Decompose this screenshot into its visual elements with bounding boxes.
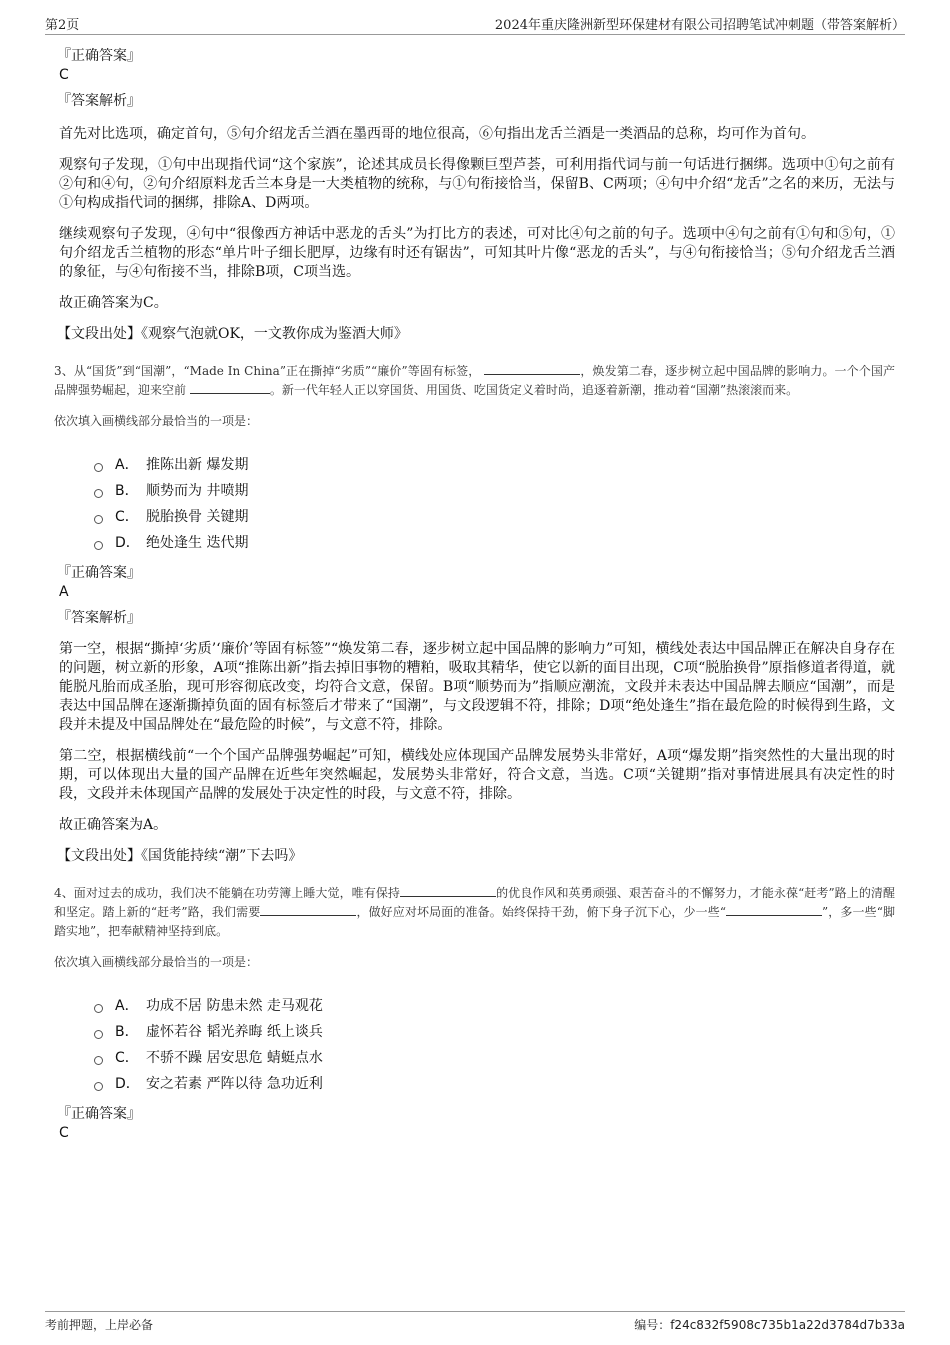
q3-prompt: 依次填入画横线部分最恰当的一项是： [54,414,259,428]
q4-option-c[interactable] [94,1045,895,1071]
fill-blank [726,903,822,916]
option-letter: A． [115,457,139,473]
q3-analysis-paragraph: 第一空，根据“撕掉‘劣质’‘廉价’等固有标签”“焕发第二春，逐步树立起中国品牌的影响力”可知，横线处表达中国品牌正在解决自身存在的问题，树立新的形象，A项“推陈出新”指去掉旧事物的糟粕，吸取其精华，使它以新的面目出现，C项“脱胎换骨”原指修道者得道，就能脱凡胎而成圣胎，现可形容彻底改变，均符合文意，保留。B项“顺势而为”指顺应潮流，文段并未表达中国品牌去顺应“国潮”，而是表达中国品牌在逐渐撕掉负面的固有标签后才带来了“国潮”，与文段逻辑不符，排除；D项“绝处逢生”指在最危险的时候得到生路，文段并未提及中国品牌处在“最危险的时候”，与文意不符，排除。 [59,641,895,733]
option-letter: D． [115,1076,140,1092]
option-letter: B． [115,483,139,499]
q4-text-part: 4、面对过去的成功，我们决不能躺在功劳簿上睡大觉，唯有保持 [54,886,400,900]
q4-text-part: ”，多一些“脚踏实地”，把奉献精神坚持到底。 [54,905,895,938]
source-prefix: 【文段出处】 [57,326,141,342]
analysis-label: 『答案解析』 [57,93,141,109]
code-label: 编号： [634,1318,671,1332]
page-header [45,14,905,35]
q2-analysis-paragraph: 继续观察句子发现，④句中“很像西方神话中恶龙的舌头”为打比方的表述，可对比④句之前的句子。选项中④句之前有①句和⑤句，①句介绍龙舌兰植物的形态“单片叶子细长肥厚，边缘有时还有锯齿”，可知其叶片像“恶龙的舌头”，与④句衔接恰当；⑤句介绍龙舌兰酒的象征，与④句衔接不当，排除B项，C项当选。 [59,226,895,280]
q2-section [57,47,895,344]
q3-option-d[interactable] [94,530,895,556]
option-text: 不骄不躁 居安思危 蜻蜓点水 [146,1050,323,1066]
document-title: 2024年重庆隆洲新型环保建材有限公司招聘笔试冲刺题（带答案解析） [494,18,905,33]
q3-analysis-paragraph: 故正确答案为A。 [59,817,168,833]
q3-source-title: 《国货能持续“潮”下去吗》 [141,848,303,864]
option-text: 顺势而为 井喷期 [146,483,249,499]
page-footer [45,1311,905,1334]
q4-answer: C [59,1125,69,1141]
correct-answer-label: 『正确答案』 [57,565,141,581]
q3-text-part: 。新一代年轻人正以穿国货、用国货、吃国货定义着时尚，追逐着新潮，推动着“国潮”热滚滚而来。 [269,383,799,397]
q3-answer: A [59,584,69,600]
page-content [54,44,895,1150]
q3-text-part: ，焕发第二春，逐步树立起中国品牌的影响力。一个个国产品牌强势崛起，迎来空前 [54,364,895,397]
radio-button[interactable] [94,463,103,472]
option-letter: C． [115,509,139,525]
correct-answer-label: 『正确答案』 [57,48,141,64]
radio-button[interactable] [94,489,103,498]
q2-analysis-paragraph: 故正确答案为C。 [59,295,168,311]
q4-prompt: 依次填入画横线部分最恰当的一项是： [54,955,259,969]
option-text: 功成不居 防患未然 走马观花 [146,998,323,1014]
radio-button[interactable] [94,1082,103,1091]
option-text: 脱胎换骨 关键期 [146,509,249,525]
q4-option-a[interactable] [94,993,895,1019]
q3-question-text [54,362,895,400]
fill-blank [484,362,580,375]
analysis-label: 『答案解析』 [57,610,141,626]
q2-source-title: 《观察气泡就OK，一文教你成为鉴酒大师》 [141,326,408,342]
fill-blank [260,903,356,916]
option-letter: C． [115,1050,139,1066]
option-text: 虚怀若谷 韬光养晦 纸上谈兵 [146,1024,323,1040]
radio-button[interactable] [94,1056,103,1065]
radio-button[interactable] [94,1030,103,1039]
option-letter: A． [115,998,139,1014]
option-letter: D． [115,535,140,551]
q3-options [94,452,895,556]
q4-question-text [54,884,895,941]
code-value: f24c832f5908c735b1a22d3784d7b33a [670,1318,905,1332]
footer-slogan: 考前押题，上岸必备 [45,1318,154,1332]
q3-option-c[interactable] [94,504,895,530]
option-text: 绝处逢生 迭代期 [146,535,249,551]
source-prefix: 【文段出处】 [57,848,141,864]
fill-blank [400,884,496,897]
page-number: 第2页 [45,18,80,33]
q3-analysis-paragraph: 第二空，根据横线前“一个个国产品牌强势崛起”可知，横线处应体现国产品牌发展势头非常好，A项“爆发期”指突然性的大量出现的时期，可以体现出大量的国产品牌在近些年突然崛起，发展势头非常好，符合文意，当选。C项“关键期”指对事情进展具有决定性的时段，文段并未体现国产品牌的发展处于决定性的时段，与文意不符，排除。 [59,748,895,802]
option-text: 推陈出新 爆发期 [146,457,249,473]
q4-section [54,884,895,1142]
correct-answer-label: 『正确答案』 [57,1106,141,1122]
q3-source [57,847,895,866]
q2-answer: C [59,67,69,83]
radio-button[interactable] [94,541,103,550]
q2-source [57,325,895,344]
fill-blank [190,381,270,394]
document-code [634,1316,905,1333]
radio-button[interactable] [94,1004,103,1013]
q4-text-part: 的优良作风和英勇顽强、艰苦奋斗的不懈努力，才能永葆“赶考”路上的清醒和坚定。踏上新的“赶考”路，我们需要 [54,886,895,919]
q3-text-part: 3、从“国货”到“国潮”，“Made In China”正在撕掉“劣质”“廉价”等固有标签， [54,364,481,378]
q2-analysis-paragraph: 观察句子发现，①句中出现指代词“这个家族”，论述其成员长得像颗巨型芦荟，可利用指代词与前一句话进行捆绑。选项中①句之前有②句和④句，②句介绍原料龙舌兰本身是一大类植物的统称，与①句衔接恰当，保留B、C两项；④句中介绍“龙舌”之名的来历，无法与①句构成指代词的捆绑，排除A、D两项。 [59,157,895,211]
option-letter: B． [115,1024,139,1040]
q3-section [54,362,895,866]
radio-button[interactable] [94,515,103,524]
q3-option-a[interactable] [94,452,895,478]
q4-option-d[interactable] [94,1071,895,1097]
q4-option-b[interactable] [94,1019,895,1045]
q2-analysis-paragraph: 首先对比选项，确定首句，⑤句介绍龙舌兰酒在墨西哥的地位很高，⑥句指出龙舌兰酒是一类酒品的总称，均可作为首句。 [59,126,815,142]
q4-text-part: ，做好应对坏局面的准备。始终保持干劲，俯下身子沉下心，少一些“ [356,905,727,919]
q4-options [94,993,895,1097]
q3-option-b[interactable] [94,478,895,504]
option-text: 安之若素 严阵以待 急功近利 [146,1076,323,1092]
